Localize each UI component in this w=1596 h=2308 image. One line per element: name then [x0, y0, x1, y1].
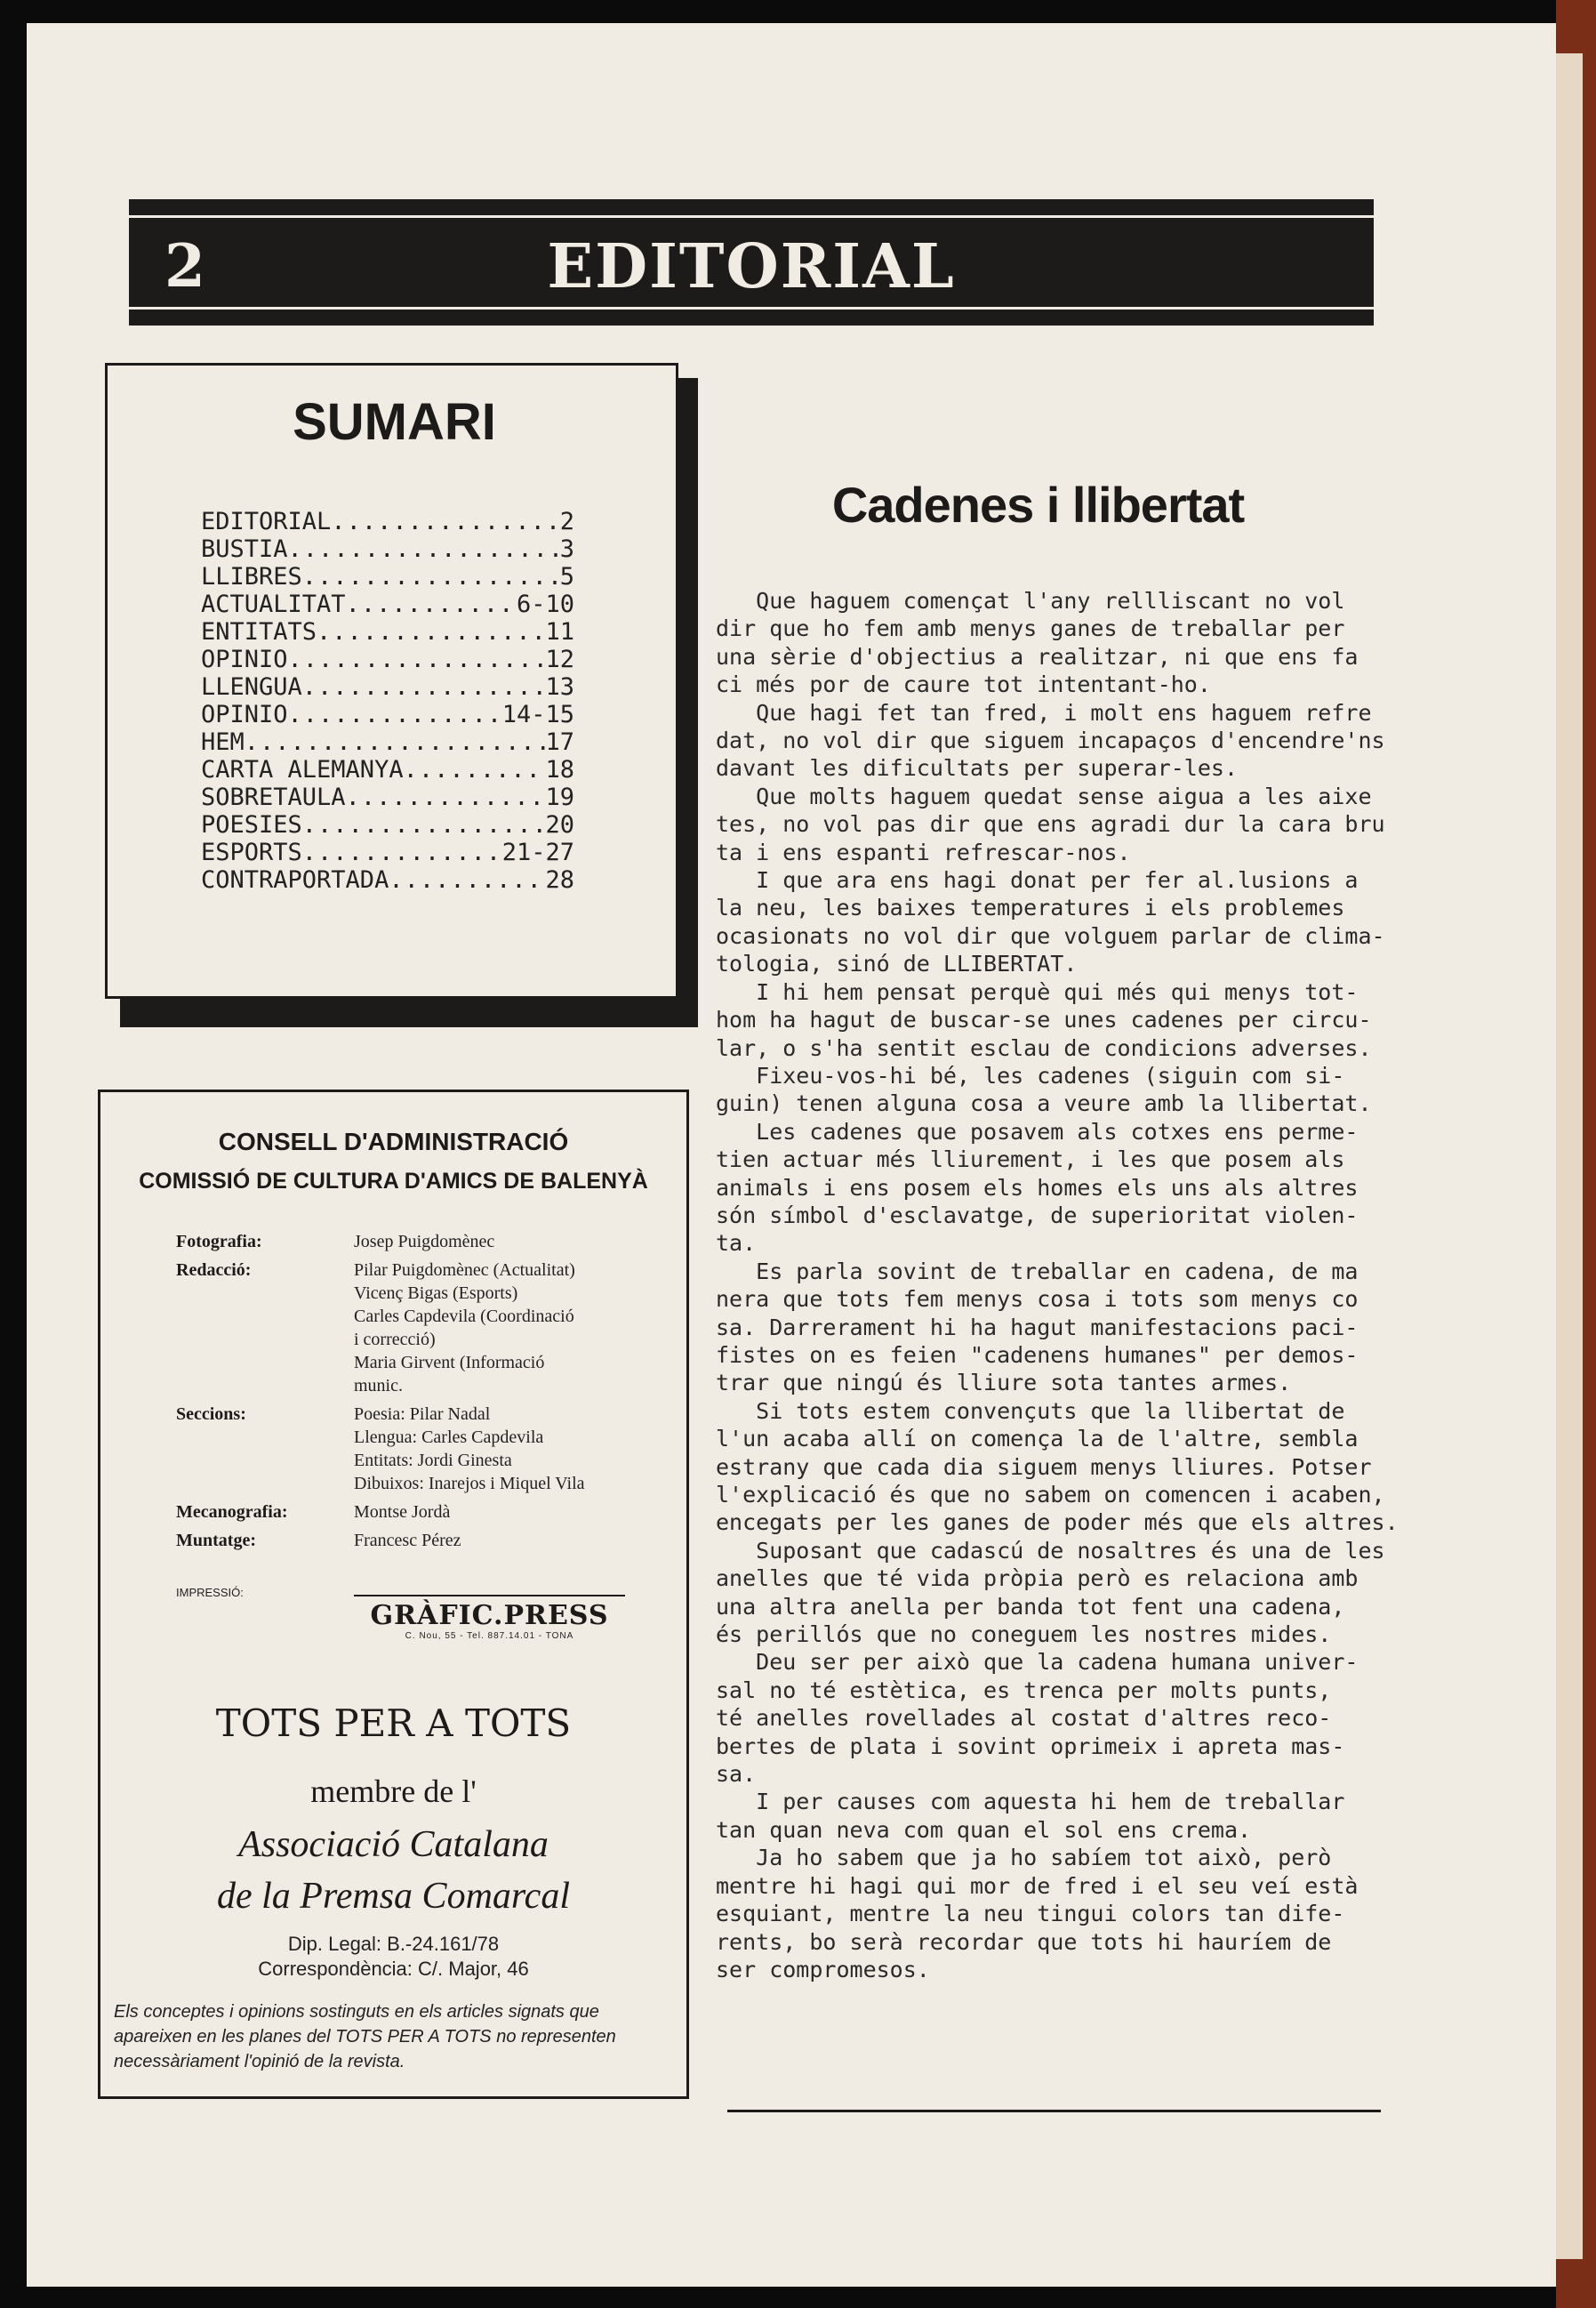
article-line: dir que ho fem amb menys ganes de treballar per	[716, 615, 1345, 642]
toc-page: 3	[559, 535, 574, 563]
credit-names	[354, 1529, 674, 1552]
header-rule-top	[129, 215, 1374, 218]
toc-entry	[201, 673, 574, 701]
toc-label: OPINIO	[201, 701, 288, 728]
article-line: Que molts haguem quedat sense aigua a les aixe	[716, 783, 1372, 809]
article-line: ci més por de caure tot intentant-ho.	[716, 671, 1211, 698]
article-line: Es parla sovint de treballar en cadena, de ma	[716, 1258, 1359, 1284]
article-line: tan quan neva com quan el sol ens crema.	[716, 1816, 1252, 1843]
article-line: una altra anella per banda tot fent una cadena,	[716, 1593, 1345, 1620]
credit-name: Dibuixos: Inarejos i Miquel Vila	[354, 1474, 585, 1493]
toc-label: LLIBRES	[201, 563, 302, 591]
article-line: estrany que cada dia siguem menys lliures. Potser	[716, 1453, 1372, 1480]
toc-label: POESIES	[201, 811, 302, 839]
credit-name: Montse Jordà	[354, 1502, 451, 1522]
printer-name: GRÀFIC.PRESS	[370, 1600, 609, 1631]
toc-page: 2	[559, 508, 574, 535]
toc-page: 28	[545, 866, 574, 894]
toc-label: CONTRAPORTADA	[201, 866, 389, 894]
toc-entry	[201, 618, 574, 646]
article-line: és perillós que no coneguem les nostres mides.	[716, 1621, 1332, 1648]
credit-row	[176, 1403, 674, 1495]
credit-row	[176, 1230, 674, 1253]
article-line: ser compromesos.	[716, 1956, 930, 1982]
credit-role: Fotografia:	[176, 1232, 262, 1251]
toc-page: 20	[545, 811, 574, 839]
article-line: sal no té estètica, es trenca per molts punts,	[716, 1677, 1332, 1703]
page-number: 2	[164, 231, 205, 301]
toc-page: 13	[545, 673, 574, 701]
toc-label: ENTITATS	[201, 618, 317, 646]
toc-leader-dots	[389, 866, 545, 894]
article-line: una sèrie d'objectius a realitzar, ni que ens fa	[716, 643, 1359, 670]
toc-entry	[201, 866, 574, 894]
article-line: guin) tenen alguna cosa a veure amb la llibertat.	[716, 1090, 1372, 1117]
article-line: anelles que té vida pròpia però es relaciona amb	[716, 1565, 1359, 1592]
article-line: dat, no vol dir que siguem incapaços d'encendre'ns	[716, 728, 1385, 754]
article-line: I per causes com aquesta hi hem de treballar	[716, 1789, 1345, 1815]
association-line-2: de la Premsa Comarcal	[216, 1876, 570, 1917]
member-line: membre de l'	[310, 1773, 477, 1809]
masthead-heading: CONSELL D'ADMINISTRACIÓ	[218, 1128, 569, 1155]
toc-page: 6-10	[516, 591, 574, 618]
section-title: EDITORIAL	[547, 231, 956, 302]
toc-label: OPINIO	[201, 646, 288, 673]
toc-entry	[201, 784, 574, 811]
toc-page: 18	[545, 756, 574, 784]
article-line: Que hagi fet tan fred, i molt ens haguem refre	[716, 699, 1372, 726]
article-line: sa.	[716, 1761, 757, 1788]
credit-names	[354, 1403, 674, 1495]
toc-label: LLENGUA	[201, 673, 302, 701]
article-line: lar, o s'ha sentit esclau de condicions adverses.	[716, 1034, 1372, 1061]
toc-label: ESPORTS	[201, 839, 302, 866]
article-line: Si tots estem convençuts que la llibertat de	[716, 1397, 1345, 1424]
article-line: hom ha hagut de buscar-se unes cadenes per circu-	[716, 1007, 1372, 1033]
credit-name: Pilar Puigdomènec (Actualitat)	[354, 1260, 575, 1280]
toc-leader-dots	[302, 839, 502, 866]
legal-deposit: Dip. Legal: B.-24.161/78	[287, 1933, 500, 1955]
credit-name: Maria Girvent (Informació	[354, 1353, 545, 1372]
toc-page: 21-27	[501, 839, 574, 866]
toc-label: CARTA ALEMANYA	[201, 756, 404, 784]
credit-role: Redacció:	[176, 1260, 252, 1280]
section-header-bar	[129, 199, 1374, 326]
article-title: Cadenes i llibertat	[831, 477, 1245, 533]
credit-name: munic.	[354, 1376, 403, 1395]
credit-name: Llengua: Carles Capdevila	[354, 1427, 544, 1447]
table-of-contents	[201, 508, 574, 894]
toc-page: 5	[559, 563, 574, 591]
toc-leader-dots	[331, 508, 559, 535]
article-line: tien actuar més lliurement, i les que posem als	[716, 1146, 1345, 1173]
toc-label: EDITORIAL	[201, 508, 332, 535]
disclaimer: Els conceptes i opinions sostinguts en els articles signats que apareixen en les planes del TOTS PER A TOTS no representen necessàriament l'opinió de la revista.	[114, 2002, 616, 2071]
toc-page: 11	[545, 618, 574, 646]
toc-leader-dots	[346, 591, 517, 618]
masthead-subheading: COMISSIÓ DE CULTURA D'AMICS DE BALENYÀ	[139, 1169, 648, 1194]
masthead-box	[98, 1090, 689, 2099]
toc-entry	[201, 756, 574, 784]
toc-leader-dots	[404, 756, 546, 784]
article-line: animals i ens posem els homes els uns als altres	[716, 1174, 1359, 1201]
printer-address: C. Nou, 55 - Tel. 887.14.01 - TONA	[405, 1631, 574, 1641]
credit-role: Seccions:	[176, 1404, 246, 1424]
credit-role: Mecanografia:	[176, 1502, 288, 1522]
adjacent-page	[1556, 53, 1583, 2259]
article-line: bertes de plata i sovint oprimeix i apreta mas-	[716, 1733, 1345, 1759]
toc-leader-dots	[245, 728, 546, 756]
printing-label: IMPRESSIÓ:	[176, 1586, 244, 1599]
credit-row	[176, 1259, 674, 1397]
toc-leader-dots	[302, 673, 546, 701]
article-line: nera que tots fem menys cosa i tots som menys co	[716, 1286, 1359, 1313]
association-line-1: Associació Catalana	[238, 1824, 549, 1865]
article-line: Ja ho sabem que ja ho sabíem tot això, però	[716, 1845, 1332, 1871]
article-body	[716, 587, 1445, 1983]
article-line: són símbol d'esclavatge, de superioritat violen-	[716, 1202, 1359, 1228]
credit-role: Muntatge:	[176, 1531, 256, 1550]
article-line: rents, bo serà recordar que tots hi hauríem de	[716, 1928, 1332, 1955]
article-line: Fixeu-vos-hi bé, les cadenes (siguin com si-	[716, 1062, 1345, 1089]
credit-name: Carles Capdevila (Coordinació	[354, 1307, 574, 1326]
publication-name: TOTS PER A TOTS	[215, 1701, 572, 1745]
toc-leader-dots	[288, 646, 546, 673]
credit-name: Entitats: Jordi Ginesta	[354, 1451, 512, 1470]
toc-entry	[201, 535, 574, 563]
toc-page: 17	[545, 728, 574, 756]
credits-list	[176, 1230, 674, 1557]
toc-entry	[201, 839, 574, 866]
article-line: tes, no vol pas dir que ens agradi dur la cara bru	[716, 811, 1385, 838]
toc-label: BUSTIA	[201, 535, 288, 563]
toc-page: 19	[545, 784, 574, 811]
article-line: ta i ens espanti refrescar-nos.	[716, 839, 1131, 865]
toc-leader-dots	[302, 563, 560, 591]
credit-name: i correcció)	[354, 1330, 436, 1349]
article-line: Deu ser per això que la cadena humana univer-	[716, 1649, 1359, 1676]
toc-label: SOBRETAULA	[201, 784, 346, 811]
article-line: ta.	[716, 1230, 757, 1257]
credit-names	[354, 1259, 674, 1397]
article-line: encegats per les ganes de poder més que els altres.	[716, 1509, 1399, 1536]
printer-rule	[354, 1595, 625, 1596]
toc-leader-dots	[288, 701, 502, 728]
toc-page: 12	[545, 646, 574, 673]
article-line: davant les dificultats per superar-les.	[716, 755, 1238, 782]
article-line: Les cadenes que posavem als cotxes ens perme-	[716, 1118, 1359, 1145]
credit-name: Josep Puigdomènec	[354, 1232, 495, 1251]
credit-name: Poesia: Pilar Nadal	[354, 1404, 491, 1424]
toc-entry	[201, 701, 574, 728]
article-line: I hi hem pensat perquè qui més qui menys tot-	[716, 978, 1359, 1005]
credit-row	[176, 1529, 674, 1552]
toc-leader-dots	[346, 784, 546, 811]
sumari-title: SUMARI	[293, 393, 496, 451]
toc-leader-dots	[317, 618, 545, 646]
toc-leader-dots	[302, 811, 546, 839]
article-line: trar que ningú és lliure sota tantes armes.	[716, 1370, 1292, 1396]
article-line: l'explicació és que no sabem on comencen i acaben,	[716, 1482, 1385, 1508]
article-line: esquiant, mentre la neu tingui colors tan dife-	[716, 1901, 1345, 1927]
toc-entry	[201, 591, 574, 618]
article-line: I que ara ens hagi donat per fer al.lusions a	[716, 867, 1359, 894]
toc-entry	[201, 508, 574, 535]
correspondence-address: Correspondència: C/. Major, 46	[258, 1958, 529, 1980]
article-line: Suposant que cadascú de nosaltres és una de les	[716, 1537, 1385, 1564]
article-line: Que haguem començat l'any rellliscant no vol	[716, 588, 1345, 614]
article-line: tologia, sinó de LLIBERTAT.	[716, 951, 1078, 977]
article-line: la neu, les baixes temperatures i els problemes	[716, 895, 1345, 921]
credit-name: Francesc Pérez	[354, 1531, 461, 1550]
toc-label: ACTUALITAT	[201, 591, 346, 618]
article-line: l'un acaba allí on comença la de l'altre, sembla	[716, 1426, 1359, 1452]
toc-entry	[201, 728, 574, 756]
printer-logo	[354, 1595, 625, 1641]
credit-row	[176, 1500, 674, 1524]
toc-page: 14-15	[501, 701, 574, 728]
toc-leader-dots	[288, 535, 560, 563]
credit-name: Vicenç Bigas (Esports)	[354, 1283, 518, 1303]
header-rule-bottom	[129, 307, 1374, 310]
toc-entry	[201, 646, 574, 673]
sumari-box	[105, 363, 678, 999]
toc-label: HEM	[201, 728, 245, 756]
article-line: fistes on es feien "cadenens humanes" per demos-	[716, 1341, 1359, 1368]
credit-names	[354, 1230, 674, 1253]
article-line: mentre hi hagi qui mor de fred i el seu veí està	[716, 1872, 1359, 1899]
toc-entry	[201, 811, 574, 839]
article-line: sa. Darrerament hi ha hagut manifestacions paci-	[716, 1314, 1359, 1340]
article-end-rule	[727, 2110, 1381, 2112]
credit-names	[354, 1500, 674, 1524]
article-line: ocasionats no vol dir que volguem parlar de clima-	[716, 922, 1385, 949]
toc-entry	[201, 563, 574, 591]
article-line: té anelles rovellades al costat d'altres reco-	[716, 1705, 1332, 1732]
